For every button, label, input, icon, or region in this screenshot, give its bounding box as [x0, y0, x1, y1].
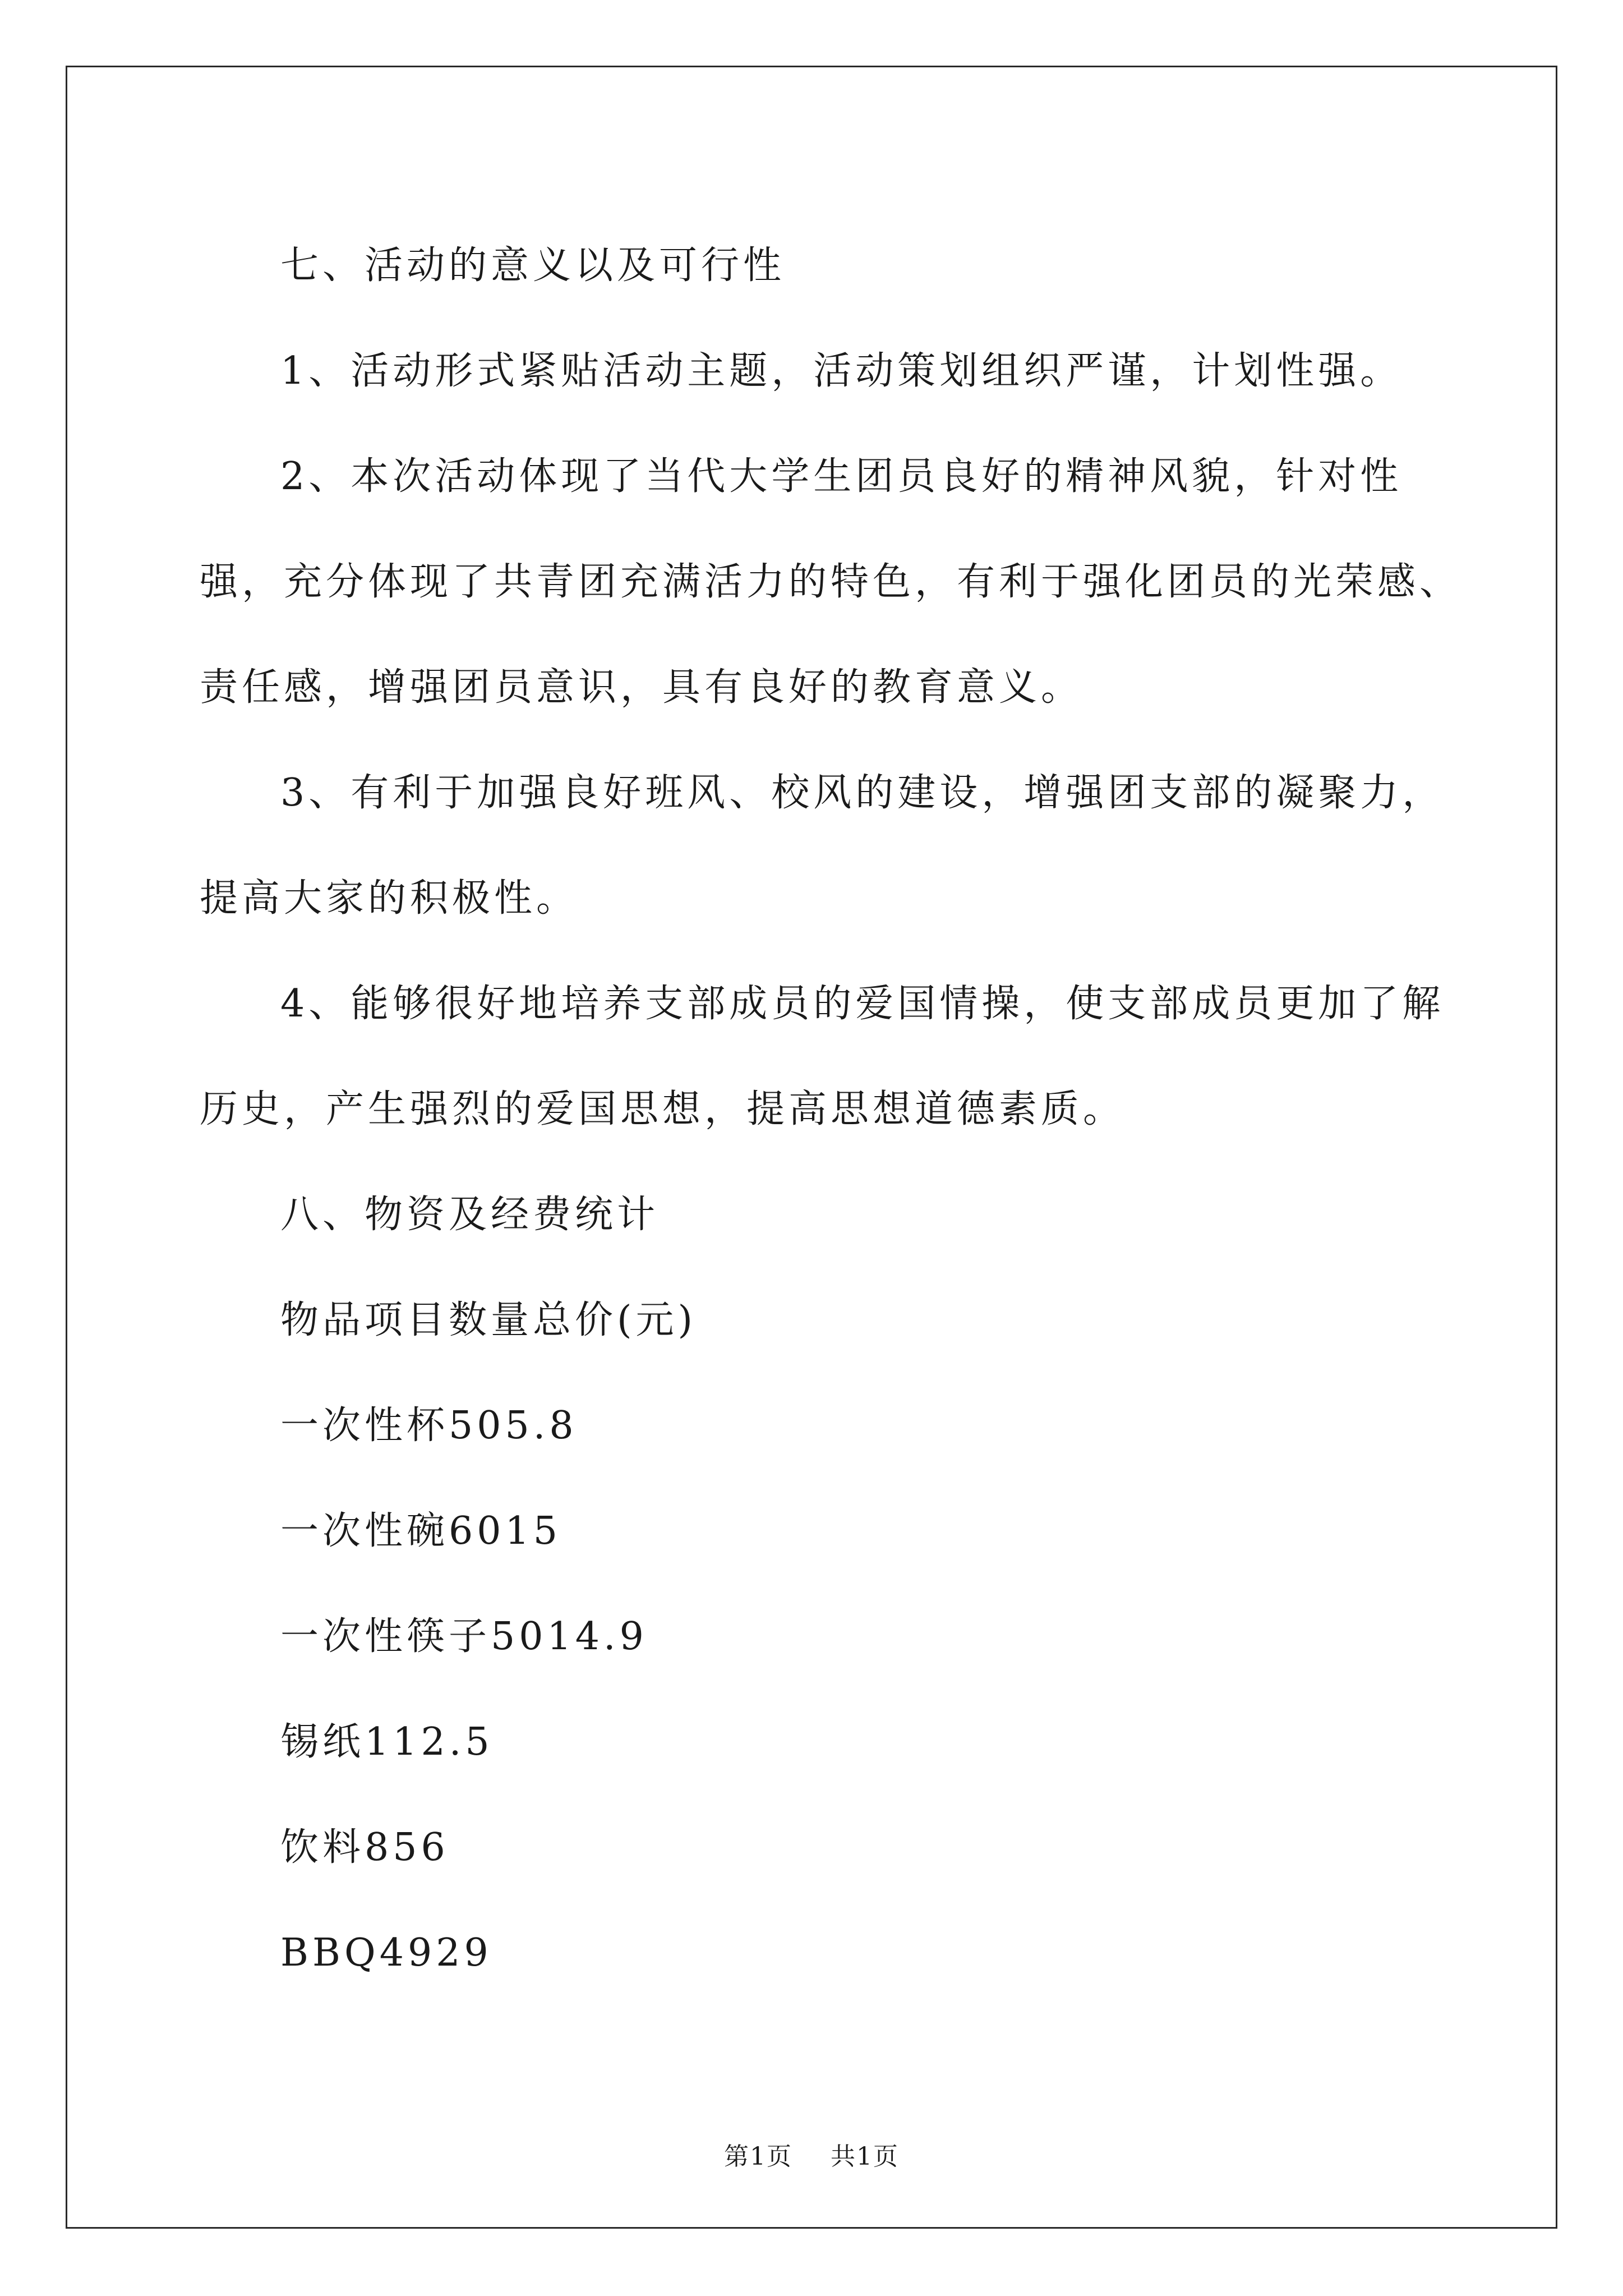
paragraph-point-2: 2、本次活动体现了当代大学生团员良好的精神风貌，针对性强，充分体现了共青团充满活力的特色，有利于强化团员的光荣感、责任感，增强团员意识，具有良好的教育意义。 — [200, 454, 1462, 710]
section-heading-materials: 八、物资及经费统计 — [280, 1193, 660, 1237]
paragraph-point-4: 4、能够很好地培养支部成员的爱国情操，使支部成员更加了解历史，产生强烈的爱国思想，提高思想道德素质。 — [200, 982, 1445, 1131]
page-number: 第1页 — [724, 2142, 792, 2171]
paragraph-point-3: 3、有利于加强良好班风、校风的建设，增强团支部的凝聚力，提高大家的积极性。 — [200, 771, 1445, 921]
materials-item: 饮料856 — [280, 1825, 449, 1870]
document-body — [200, 213, 1464, 2006]
materials-item: BBQ4929 — [280, 1931, 492, 1975]
page-footer — [0, 2136, 1623, 2172]
paragraph-point-1: 1、活动形式紧贴活动主题，活动策划组织严谨，计划性强。 — [280, 349, 1403, 393]
materials-table-header: 物品项目数量总价(元) — [280, 1298, 697, 1342]
section-heading-significance: 七、活动的意义以及可行性 — [280, 243, 786, 288]
materials-item: 一次性碗6015 — [280, 1509, 562, 1553]
page-total: 共1页 — [831, 2142, 899, 2171]
materials-item: 锡纸112.5 — [280, 1720, 494, 1764]
materials-item: 一次性杯505.8 — [280, 1404, 578, 1448]
materials-item: 一次性筷子5014.9 — [280, 1614, 648, 1659]
